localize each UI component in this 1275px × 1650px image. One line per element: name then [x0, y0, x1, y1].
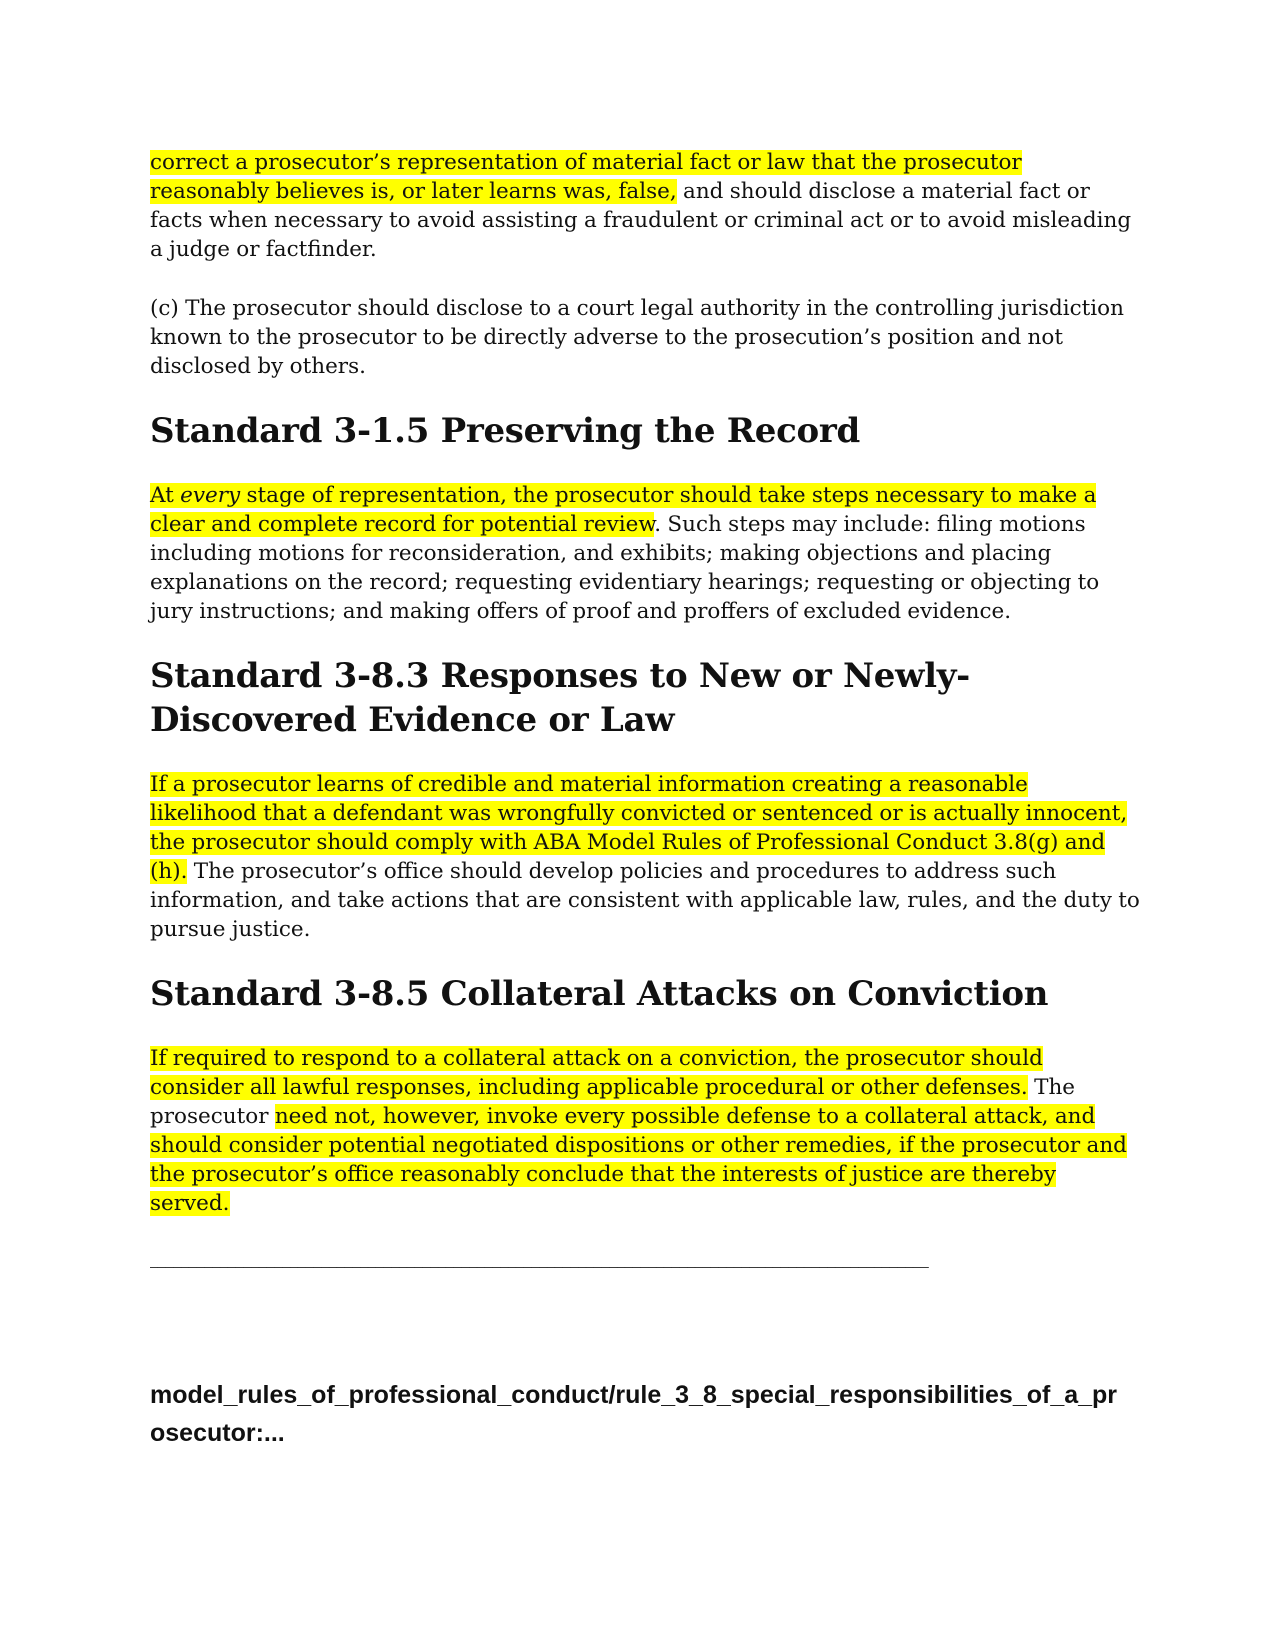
paragraph-text: and should disclose a material fact or facts when necessary to avoid assisting a fraudulent or criminal act or to avoid misleading a judge or factfinder.	[150, 179, 1132, 262]
text-fragment: stage of representation, the prosecutor should take steps necessary to make a clear and complete record for potential review	[150, 483, 1097, 537]
paragraph-collateral-attacks	[150, 1044, 1140, 1218]
highlighted-text: correct a prosecutor’s representation of material fact or law that the prosecutor reasonably believes is, or later learns was, false,	[150, 150, 1022, 204]
paragraph-preserving-record	[150, 481, 1140, 626]
paragraph-new-evidence	[150, 770, 1140, 944]
document-page	[150, 148, 1140, 1452]
paragraph-text: The prosecutor	[150, 1075, 1076, 1129]
heading-standard-3-8-3: Standard 3-8.3 Responses to New or Newly-Discovered Evidence or Law	[150, 656, 970, 740]
highlighted-text: If a prosecutor learns of credible and material information creating a reasonable likelihood that a defendant was wrongfully convicted or sentenced or is actually innocent, the prosecutor should comply with ABA Model Rules of Professional Conduct 3.8(g) and (h).	[150, 772, 1128, 884]
emphasized-text: every	[180, 483, 241, 508]
paragraph-text: . Such steps may include: filing motions including motions for reconsideration, and exhibits; making objections and placing explanations on the record; requesting evidentiary hearings; requesting or objecting to jury instructions; and making offers of proof and proffers of excluded evidence.	[150, 512, 1100, 624]
separator-line: ____________________________________________________________________________________________________	[150, 1252, 929, 1268]
paragraph-candor-continued	[150, 148, 1140, 264]
highlighted-text: need not, however, invoke every possible defense to a collateral attack, and should consider potential negotiated dispositions or other remedies, if the prosecutor and the prosecutor’s office reasonably conclude that the interests of justice are thereby served.	[150, 1104, 1127, 1216]
source-link[interactable]: model_rules_of_professional_conduct/rule_3_8_special_responsibilities_of_a_prosecutor:...	[150, 1381, 1118, 1447]
heading-standard-3-8-5: Standard 3-8.5 Collateral Attacks on Conviction	[150, 974, 1049, 1014]
paragraph-legal-authority: (c) The prosecutor should disclose to a court legal authority in the controlling jurisdiction known to the prosecutor to be directly adverse to the prosecution’s position and not disclosed by others.	[150, 296, 1124, 379]
text-fragment: At	[150, 483, 181, 508]
paragraph-text: The prosecutor’s office should develop policies and procedures to address such information, and take actions that are consistent with applicable law, rules, and the duty to pursue justice.	[150, 859, 1140, 942]
highlighted-text: If required to respond to a collateral attack on a conviction, the prosecutor should consider all lawful responses, including applicable procedural or other defenses.	[150, 1046, 1043, 1100]
heading-standard-3-1-5: Standard 3-1.5 Preserving the Record	[150, 411, 860, 451]
